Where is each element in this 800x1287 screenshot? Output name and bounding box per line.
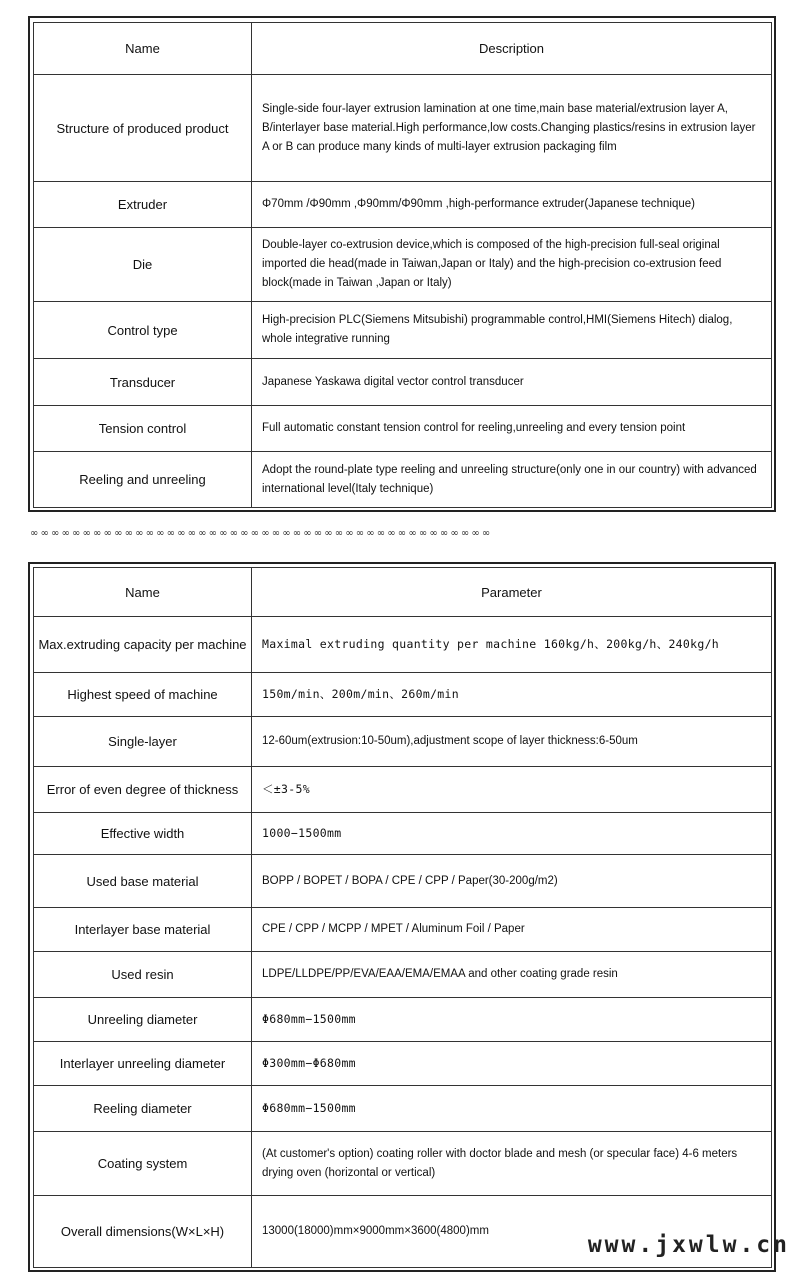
table-row [34,1132,772,1196]
row-parameter: 150m/min、200m/min、260m/min [252,673,772,717]
row-name: Effective width [34,813,252,855]
row-parameter: Φ680mm−1500mm [252,1086,772,1132]
row-name: Used base material [34,855,252,908]
row-parameter: 13000(18000)mm×9000mm×3600(4800)mm [252,1196,772,1268]
row-description: Full automatic constant tension control for reeling,unreeling and every tension point [252,406,772,452]
row-parameter: Φ680mm−1500mm [252,998,772,1042]
table-row [34,228,772,302]
row-name: Error of even degree of thickness [34,767,252,813]
table-row [34,767,772,813]
row-parameter: (At customer's option) coating roller with doctor blade and mesh (or specular face) 4-6 meters drying oven (horizontal or vertical) [252,1132,772,1196]
row-parameter: 1000−1500mm [252,813,772,855]
table-row [34,998,772,1042]
row-name: Structure of produced product [34,75,252,182]
row-name: Max.extruding capacity per machine [34,617,252,673]
table-row [34,673,772,717]
table-row [34,717,772,767]
row-parameter: LDPE/LLDPE/PP/EVA/EAA/EMA/EMAA and other coating grade resin [252,952,772,998]
row-name: Overall dimensions(W×L×H) [34,1196,252,1268]
row-description: Japanese Yaskawa digital vector control transducer [252,359,772,406]
row-parameter: Maximal extruding quantity per machine 160kg/h、200kg/h、240kg/h [252,617,772,673]
section-divider: ∞ ∞ ∞ ∞ ∞ ∞ ∞ ∞ ∞ ∞ ∞ ∞ ∞ ∞ ∞ ∞ ∞ ∞ ∞ ∞ ∞ ∞ ∞ ∞ ∞ ∞ ∞ ∞ ∞ ∞ ∞ ∞ ∞ ∞ ∞ ∞ ∞ ∞ ∞ ∞ ∞ ∞ ∞ ∞ [30,528,490,539]
row-name: Tension control [34,406,252,452]
row-name: Die [34,228,252,302]
row-name: Interlayer unreeling diameter [34,1042,252,1086]
row-name: Single-layer [34,717,252,767]
table-row [34,302,772,359]
column-header-name: Name [34,568,252,617]
column-header-name: Name [34,23,252,75]
table-row [34,406,772,452]
row-description: Adopt the round-plate type reeling and unreeling structure(only one in our country) with advanced international level(Italy technique) [252,452,772,508]
row-description: Single-side four-layer extrusion lamination at one time,main base material/extrusion layer A, B/interlayer base material.High performance,low costs.Changing plastics/resins in extrusion layer A or B can produce many kinds of multi-layer extrusion packaging film [252,75,772,182]
row-name: Highest speed of machine [34,673,252,717]
table-row [34,75,772,182]
parameter-table [33,567,772,1268]
row-description: Φ70mm /Φ90mm ,Φ90mm/Φ90mm ,high-performance extruder(Japanese technique) [252,182,772,228]
description-table [33,22,772,508]
table-header-row [34,23,772,75]
table-row [34,359,772,406]
row-parameter: 12-60um(extrusion:10-50um),adjustment scope of layer thickness:6-50um [252,717,772,767]
column-header-parameter: Parameter [252,568,772,617]
row-description: Double-layer co-extrusion device,which is composed of the high-precision full-seal original imported die head(made in Taiwan,Japan or Italy) and the high-precision co-extrusion feed block(made in Taiwan ,Japan or Italy) [252,228,772,302]
column-header-description: Description [252,23,772,75]
table-header-row [34,568,772,617]
website-watermark: www.jxwlw.cn [587,1232,790,1258]
row-name: Used resin [34,952,252,998]
table-row [34,182,772,228]
row-name: Unreeling diameter [34,998,252,1042]
row-parameter: CPE / CPP / MCPP / MPET / Aluminum Foil / Paper [252,908,772,952]
table-row [34,1086,772,1132]
row-name: Control type [34,302,252,359]
row-name: Extruder [34,182,252,228]
table-row [34,952,772,998]
row-name: Interlayer base material [34,908,252,952]
table-row [34,452,772,508]
row-name: Coating system [34,1132,252,1196]
row-parameter: Φ300mm−Φ680mm [252,1042,772,1086]
table-row [34,855,772,908]
table-row [34,908,772,952]
row-parameter: ＜±3-5% [252,767,772,813]
table-row [34,813,772,855]
table-row [34,1042,772,1086]
table-row [34,617,772,673]
row-description: High-precision PLC(Siemens Mitsubishi) programmable control,HMI(Siemens Hitech) dialog, whole integrative running [252,302,772,359]
row-name: Reeling and unreeling [34,452,252,508]
row-parameter: BOPP / BOPET / BOPA / CPE / CPP / Paper(30-200g/m2) [252,855,772,908]
row-name: Reeling diameter [34,1086,252,1132]
row-name: Transducer [34,359,252,406]
